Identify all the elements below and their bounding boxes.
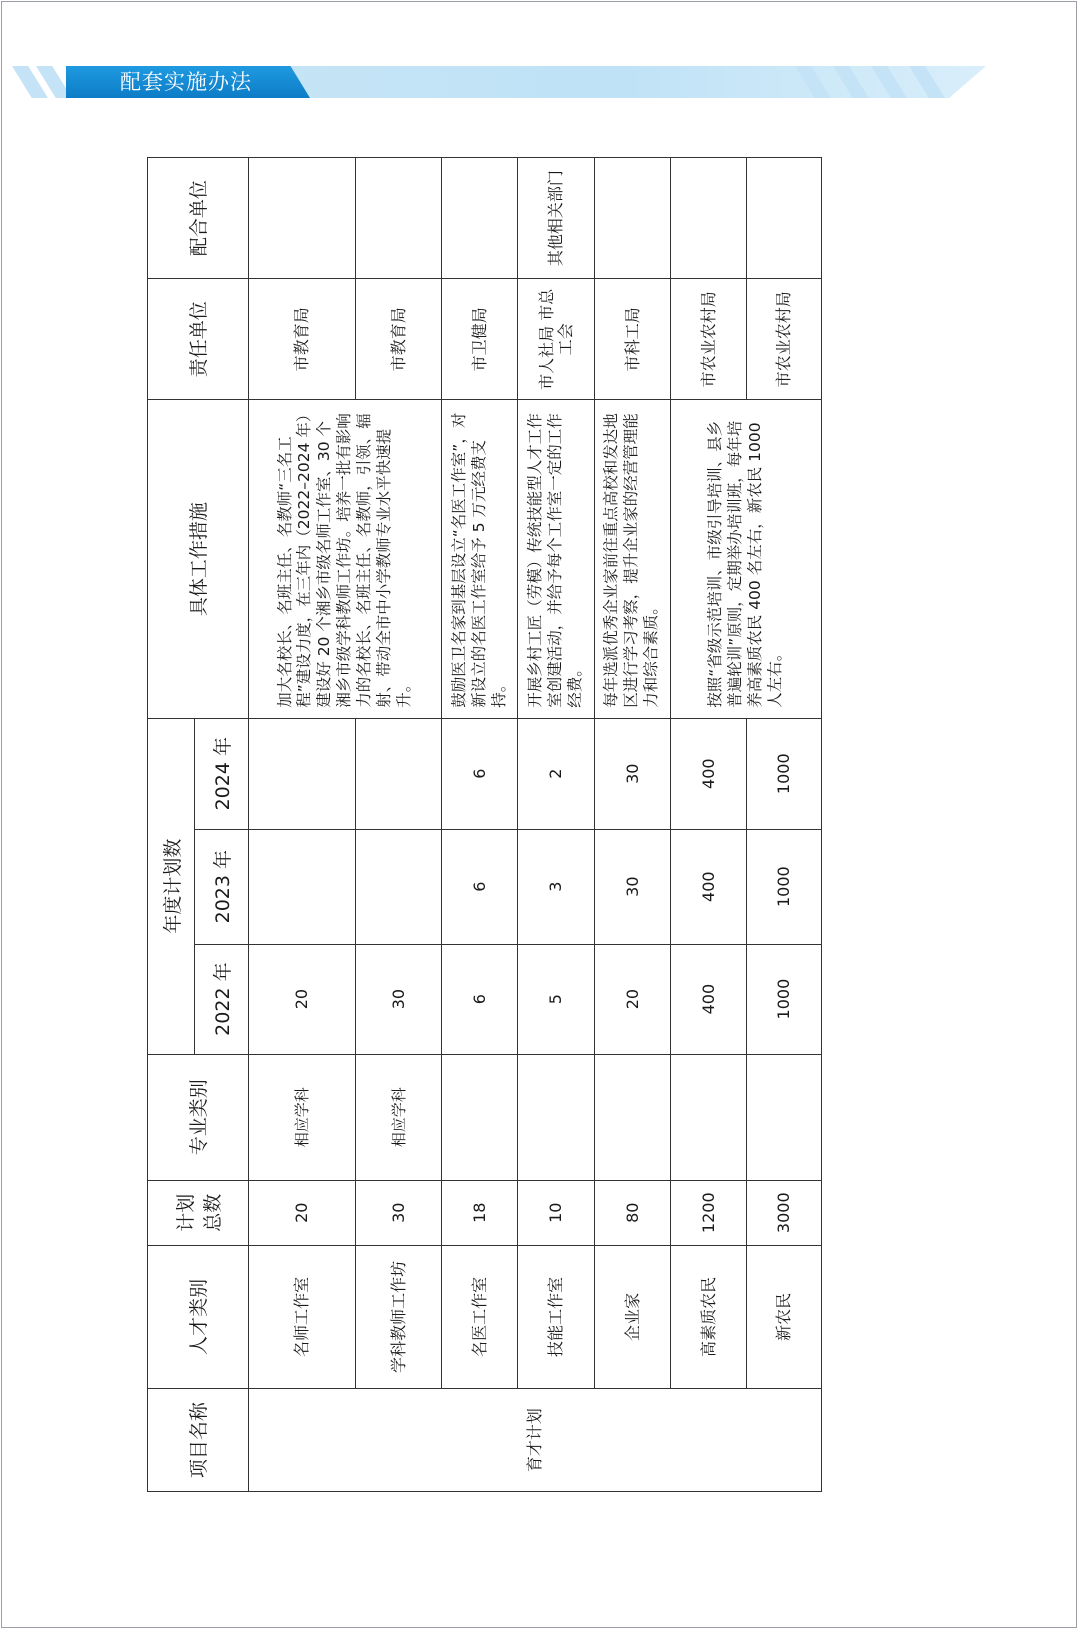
- project-name-cell: 育才计划: [248, 1389, 821, 1492]
- header-year-2022: 2022 年: [195, 944, 249, 1054]
- table-row: [670, 158, 746, 1492]
- total-cell: 10: [518, 1180, 594, 1245]
- year-2022-cell: 20: [594, 944, 670, 1054]
- responsible-cell: 市农业农村局: [746, 279, 821, 400]
- header-talent: 人才类别: [148, 1245, 249, 1389]
- header-year-2023: 2023 年: [195, 829, 249, 944]
- year-2023-cell: [355, 829, 441, 944]
- table-row: [594, 158, 670, 1492]
- major-cell: [518, 1054, 594, 1180]
- header-annual: 年度计划数: [148, 718, 195, 1054]
- table-row: [746, 158, 821, 1492]
- header-cooperate: 配合单位: [148, 158, 249, 279]
- major-cell: [442, 1054, 518, 1180]
- measures-cell: 按照“省级示范培训、市级引导培训、县乡普遍轮训”原则，定期举办培训班，每年培养高素质农民 400 名左右，新农民 1000 人左右。: [670, 400, 821, 718]
- measures-cell: 开展乡村工匠（劳模）传统技能型人才工作室创建活动，并给予每个工作室一定的工作经费。: [518, 400, 594, 718]
- header-row: [148, 158, 195, 1492]
- year-2024-cell: 1000: [746, 718, 821, 829]
- responsible-cell: 市科工局: [594, 279, 670, 400]
- talent-cell: 名师工作室: [248, 1245, 355, 1389]
- year-2024-cell: [248, 718, 355, 829]
- year-2022-cell: 1000: [746, 944, 821, 1054]
- talent-cell: 名医工作室: [442, 1245, 518, 1389]
- talent-cell: 技能工作室: [518, 1245, 594, 1389]
- year-2023-cell: [248, 829, 355, 944]
- section-title: 配套实施办法: [120, 70, 252, 94]
- talent-cell: 新农民: [746, 1245, 821, 1389]
- table-row: [442, 158, 518, 1492]
- total-cell: 1200: [670, 1180, 746, 1245]
- header-project: 项目名称: [148, 1389, 249, 1492]
- total-cell: 30: [355, 1180, 441, 1245]
- responsible-cell: 市教育局: [248, 279, 355, 400]
- table-row: [355, 158, 441, 1492]
- total-cell: 18: [442, 1180, 518, 1245]
- year-2024-cell: 2: [518, 718, 594, 829]
- talent-cell: 高素质农民: [670, 1245, 746, 1389]
- year-2023-cell: 6: [442, 829, 518, 944]
- total-cell: 3000: [746, 1180, 821, 1245]
- header-total: 计划总数: [148, 1180, 249, 1245]
- year-2024-cell: 6: [442, 718, 518, 829]
- measures-cell: 每年选派优秀企业家前往重点高校和发达地区进行学习考察，提升企业家的经营管理能力和综合素质。: [594, 400, 670, 718]
- responsible-cell: 市卫健局: [442, 279, 518, 400]
- total-cell: 20: [248, 1180, 355, 1245]
- section-banner: [0, 66, 1080, 98]
- table-row: [518, 158, 594, 1492]
- cooperate-cell: [248, 158, 355, 279]
- cooperate-cell: 其他相关部门: [518, 158, 594, 279]
- talent-cell: 学科教师工作坊: [355, 1245, 441, 1389]
- responsible-cell: 市人社局 市总工会: [518, 279, 594, 400]
- header-major: 专业类别: [148, 1054, 249, 1180]
- major-cell: [746, 1054, 821, 1180]
- major-cell: [594, 1054, 670, 1180]
- year-2022-cell: 30: [355, 944, 441, 1054]
- table-row: [248, 158, 355, 1492]
- cooperate-cell: [594, 158, 670, 279]
- major-cell: 相应学科: [248, 1054, 355, 1180]
- cooperate-cell: [746, 158, 821, 279]
- plan-table-wrapper: [147, 157, 822, 1492]
- talent-plan-table: [147, 157, 822, 1492]
- year-2022-cell: 5: [518, 944, 594, 1054]
- header-year-2024: 2024 年: [195, 718, 249, 829]
- year-2022-cell: 20: [248, 944, 355, 1054]
- year-2023-cell: 3: [518, 829, 594, 944]
- responsible-cell: 市教育局: [355, 279, 441, 400]
- cooperate-cell: [355, 158, 441, 279]
- header-responsible: 责任单位: [148, 279, 249, 400]
- cooperate-cell: [442, 158, 518, 279]
- year-2024-cell: 30: [594, 718, 670, 829]
- year-2022-cell: 400: [670, 944, 746, 1054]
- major-cell: 相应学科: [355, 1054, 441, 1180]
- rotated-table-frame: [147, 157, 822, 1492]
- year-2023-cell: 1000: [746, 829, 821, 944]
- cooperate-cell: [670, 158, 746, 279]
- major-cell: [670, 1054, 746, 1180]
- year-2023-cell: 30: [594, 829, 670, 944]
- year-2023-cell: 400: [670, 829, 746, 944]
- measures-cell: 加大名校长、名班主任、名教师“三名工程”建设力度，在三年内（2022–2024 年）建设好 20 个湘乡市级名师工作室、30 个湘乡市级学科教师工作坊。培养一批有影响力的名校长、名班主任、名教师，引领、辐射、带动全市中小学教师专业水平快速提升。: [248, 400, 441, 718]
- total-cell: 80: [594, 1180, 670, 1245]
- year-2024-cell: 400: [670, 718, 746, 829]
- responsible-cell: 市农业农村局: [670, 279, 746, 400]
- header-measures: 具体工作措施: [148, 400, 249, 718]
- year-2024-cell: [355, 718, 441, 829]
- measures-cell: 鼓励医卫名家到基层设立“名医工作室”，对新设立的名医工作室给予 5 万元经费支持。: [442, 400, 518, 718]
- year-2022-cell: 6: [442, 944, 518, 1054]
- talent-cell: 企业家: [594, 1245, 670, 1389]
